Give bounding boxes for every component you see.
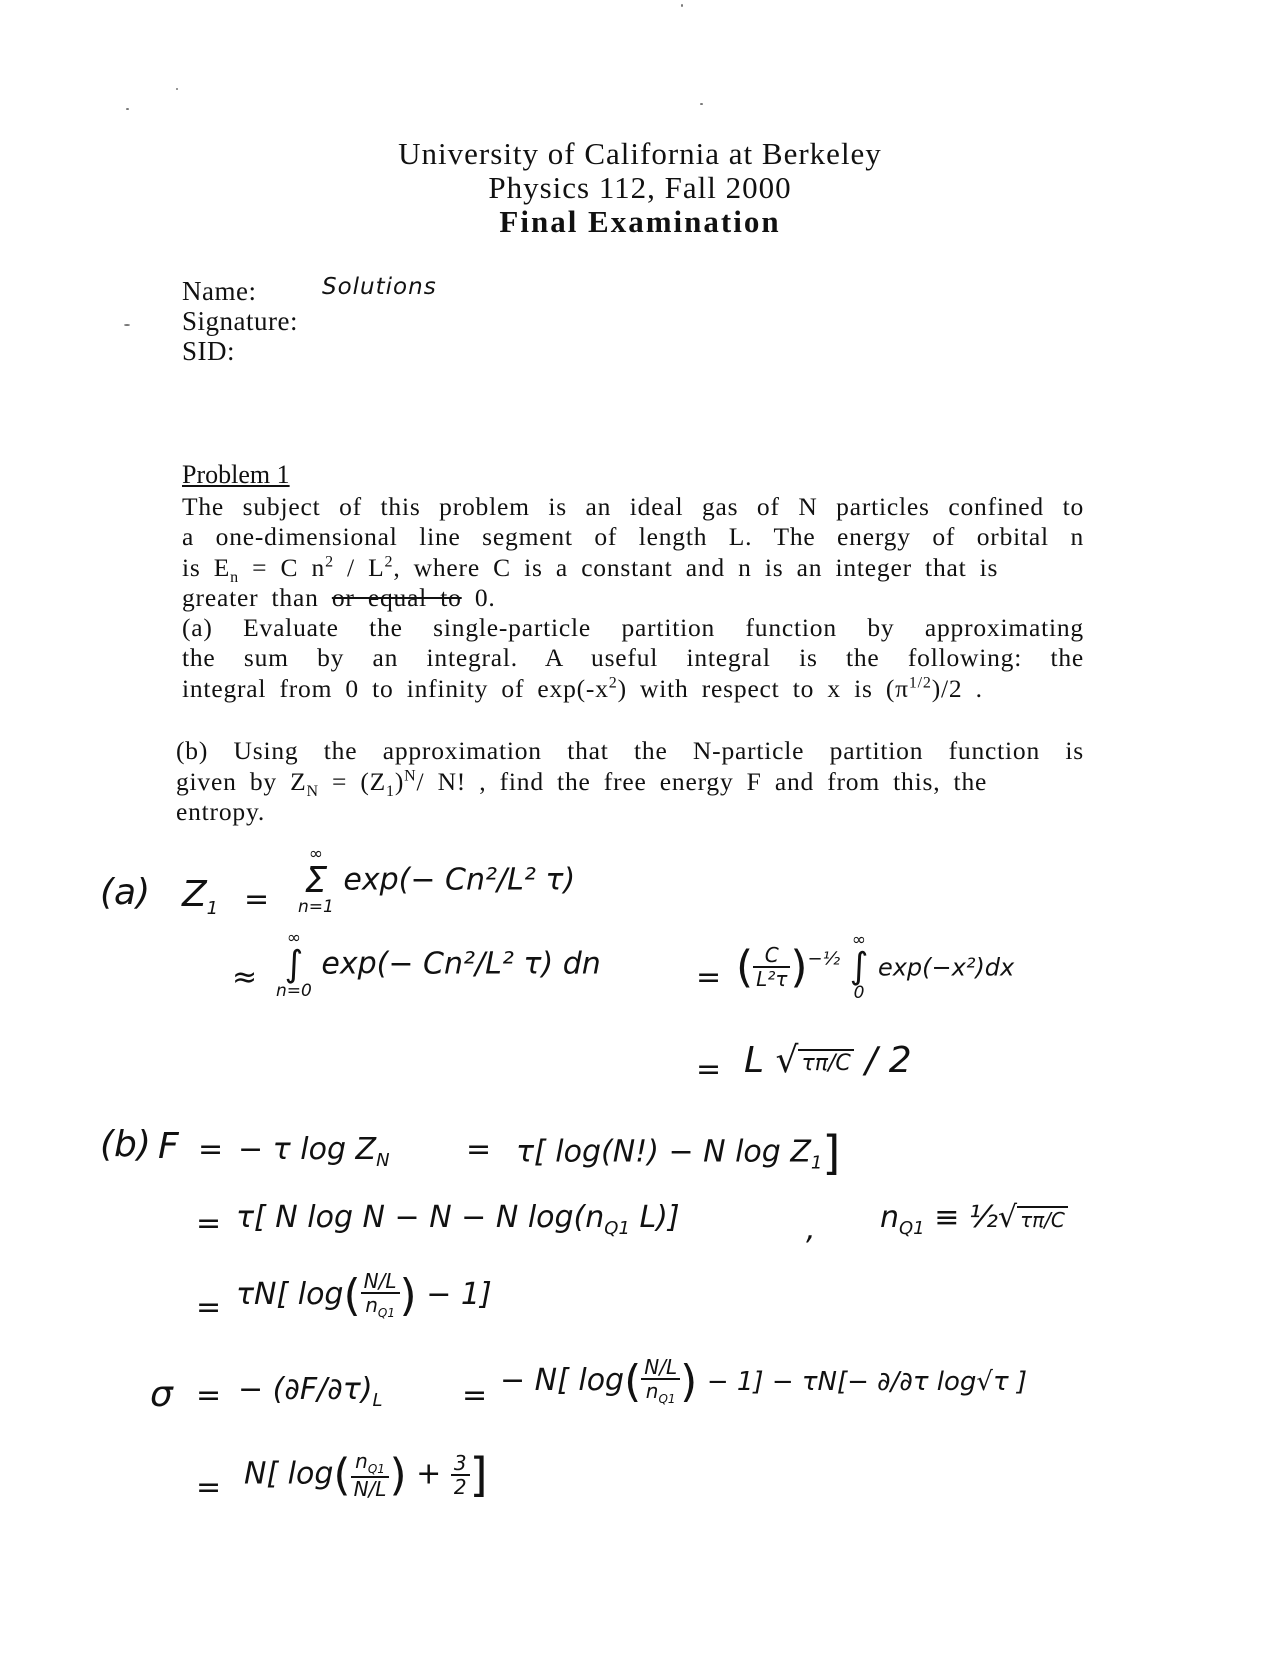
problem-line-8: (b) Using the approximation that the N-particle partition function is <box>176 736 1084 765</box>
problem-line-1: The subject of this problem is an ideal gas of N particles confined to <box>182 492 1084 521</box>
name-label: Name: <box>182 276 257 306</box>
scan-speck <box>176 88 178 90</box>
quantum-density-def: $n_{Q1}$ ≡ ½√ τπ/C <box>880 1200 1068 1239</box>
scan-speck <box>700 103 703 105</box>
free-energy-final: τN[ log( $\frac{N/L}{n_{Q1}}$ ) − 1] <box>236 1269 492 1321</box>
entropy-final: N[ log( $\frac{n_{Q1}}{N/L}$ ) + $\frac{3}{2}$ ] <box>244 1448 488 1502</box>
problem-line-4: greater than or equal to 0. <box>182 583 496 612</box>
problem-line-6: the sum by an integral. A useful integral is the following: the <box>182 643 1084 672</box>
equals-sign: = <box>196 1206 222 1241</box>
entropy-expanded: − N[ log( $\frac{N/L}{n_{Q1}}$ ) − 1] − τN[− ∂/∂τ log√τ ] <box>500 1355 1028 1407</box>
free-energy-def: − τ $\log Z_N$ <box>238 1132 390 1171</box>
sid-label: SID: <box>182 336 236 366</box>
struck-text: or equal to <box>331 583 462 612</box>
free-energy-stirling: τ[ N log N − N − N $\log(n_{Q1}$ L)] <box>236 1200 680 1239</box>
equals-sign: = <box>196 1470 222 1505</box>
equals-sign: = <box>196 1290 222 1325</box>
entropy-derivative: − $(\partial F/\partial\tau)_L$ <box>238 1372 383 1411</box>
approx-sign: ≈ <box>232 960 258 995</box>
problem-line-9: given by $Z_N = (Z_1)^N/$ N! , find the free energy F and from this, the <box>176 767 988 801</box>
problem-line-5: (a) Evaluate the single-particle partition function by approximating <box>182 613 1084 642</box>
equals-sign: = <box>696 1052 722 1087</box>
name-value: Solutions <box>322 274 437 300</box>
equals-sign: = <box>466 1132 492 1167</box>
exam-title: Final Examination <box>499 204 781 239</box>
z1-result: L √ τπ/C / 2 <box>744 1040 912 1081</box>
solution-b-label: (b) <box>100 1124 151 1165</box>
comma: , <box>806 1212 816 1247</box>
solution-a-label: (a) <box>100 872 151 913</box>
integral-expression: ∞ ∫ n=0 exp(− Cn²/L² τ) dn <box>276 928 601 1001</box>
equals-sign: = <box>196 1378 222 1413</box>
problem-title: Problem 1 <box>182 460 290 489</box>
scan-speck <box>126 108 129 110</box>
free-energy-symbol: F <box>158 1126 179 1167</box>
signature-label: Signature: <box>182 306 298 336</box>
problem-line-3: is $E_n = C$ $n^2 / L^2$, where C is a constant and n is an integer that is <box>182 553 999 587</box>
sum-expression: ∞ Σ n=1 exp(− Cn²/L² τ) <box>298 844 576 917</box>
scan-speck <box>681 4 683 7</box>
problem-line-7: integral from 0 to infinity of $\exp(-x^2)$ with respect to x is $(\pi^{1/2})/2$ . <box>182 674 983 703</box>
z1-symbol: $Z_1$ <box>182 874 219 920</box>
substitution-expression: ( $\frac{C}{\text{L²τ}}$ )$^{-\frac{1}{2}}$ ∞ ∫ 0 exp(−x²)dx <box>736 930 1015 1003</box>
problem-line-10: entropy. <box>176 797 266 826</box>
scan-speck <box>124 324 130 326</box>
course-title: Physics 112, Fall 2000 <box>488 170 792 205</box>
equals-sign: = <box>462 1378 488 1413</box>
equals-sign: = <box>198 1132 224 1167</box>
equals-sign: = <box>696 960 722 995</box>
equals-sign: = <box>244 882 270 917</box>
problem-line-2: a one-dimensional line segment of length L. The energy of orbital n <box>182 522 1084 551</box>
free-energy-expanded: τ[ log(N!) − N $\log Z_1$] <box>516 1126 841 1180</box>
entropy-symbol: σ <box>150 1374 173 1415</box>
university-title: University of California at Berkeley <box>398 136 882 171</box>
